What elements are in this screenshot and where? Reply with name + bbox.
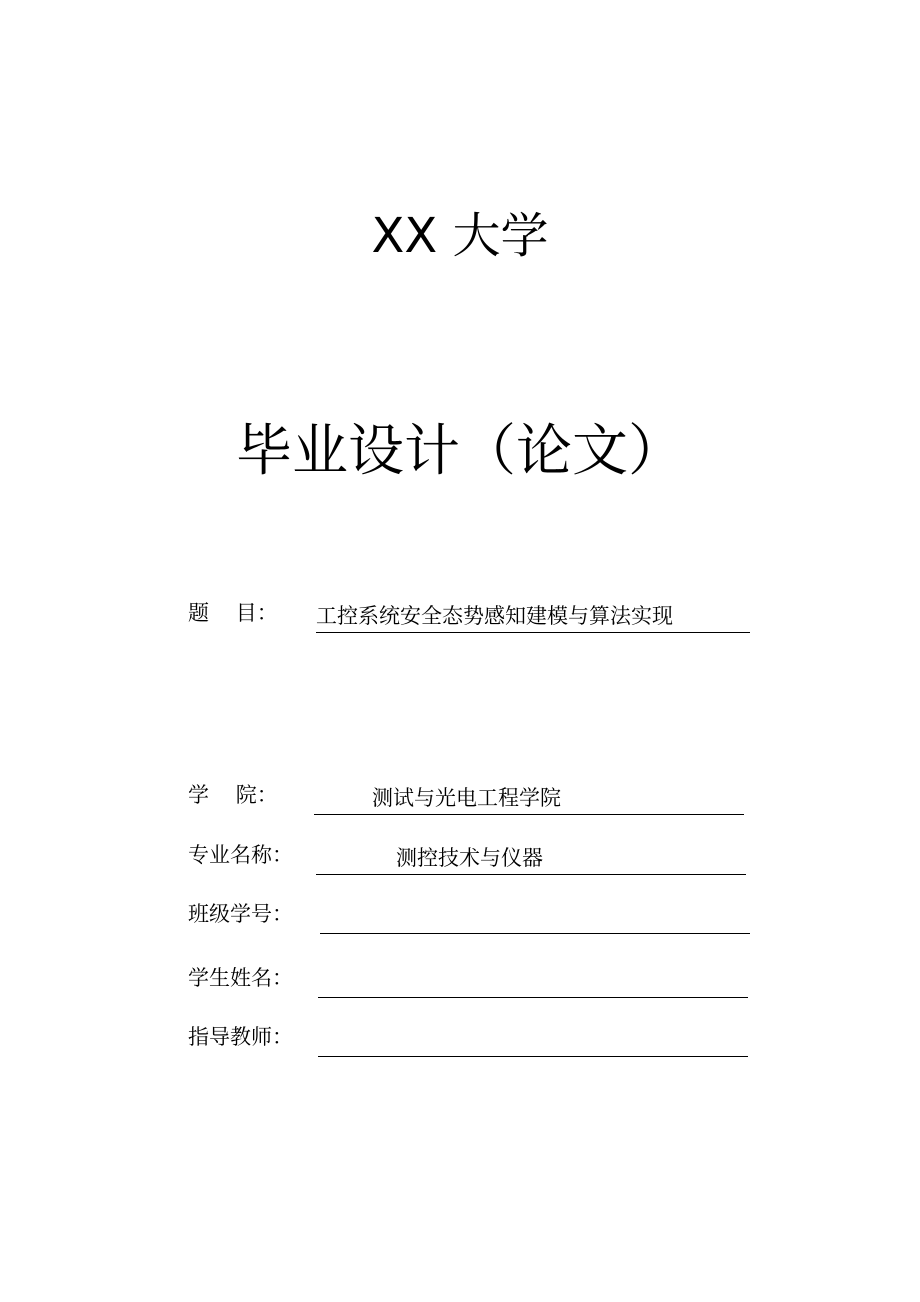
college-value: 测试与光电工程学院 [372,786,561,810]
college-row [188,775,752,815]
advisor-row [188,1017,752,1057]
title-field [316,592,750,633]
college-field [314,774,744,815]
major-field [316,834,746,875]
title-value: 工控系统安全态势感知建模与算法实现 [316,604,673,628]
class-id-row [188,894,752,934]
major-value: 测控技术与仪器 [396,846,543,870]
student-name-label: 学生姓名： [188,966,293,990]
class-id-field [320,893,750,934]
title-label: 题 目： [188,601,278,625]
title-row [188,593,752,633]
student-name-field [318,957,748,998]
class-id-label: 班级学号： [188,902,293,926]
university-name: XX 大学 [371,208,549,264]
advisor-label: 指导教师： [188,1025,293,1049]
major-row [188,835,752,875]
document-type-heading: 毕业设计（论文） [236,419,684,484]
student-name-row [188,958,752,998]
college-label: 学 院： [188,783,278,807]
major-label: 专业名称： [188,843,293,867]
advisor-field [318,1016,748,1057]
